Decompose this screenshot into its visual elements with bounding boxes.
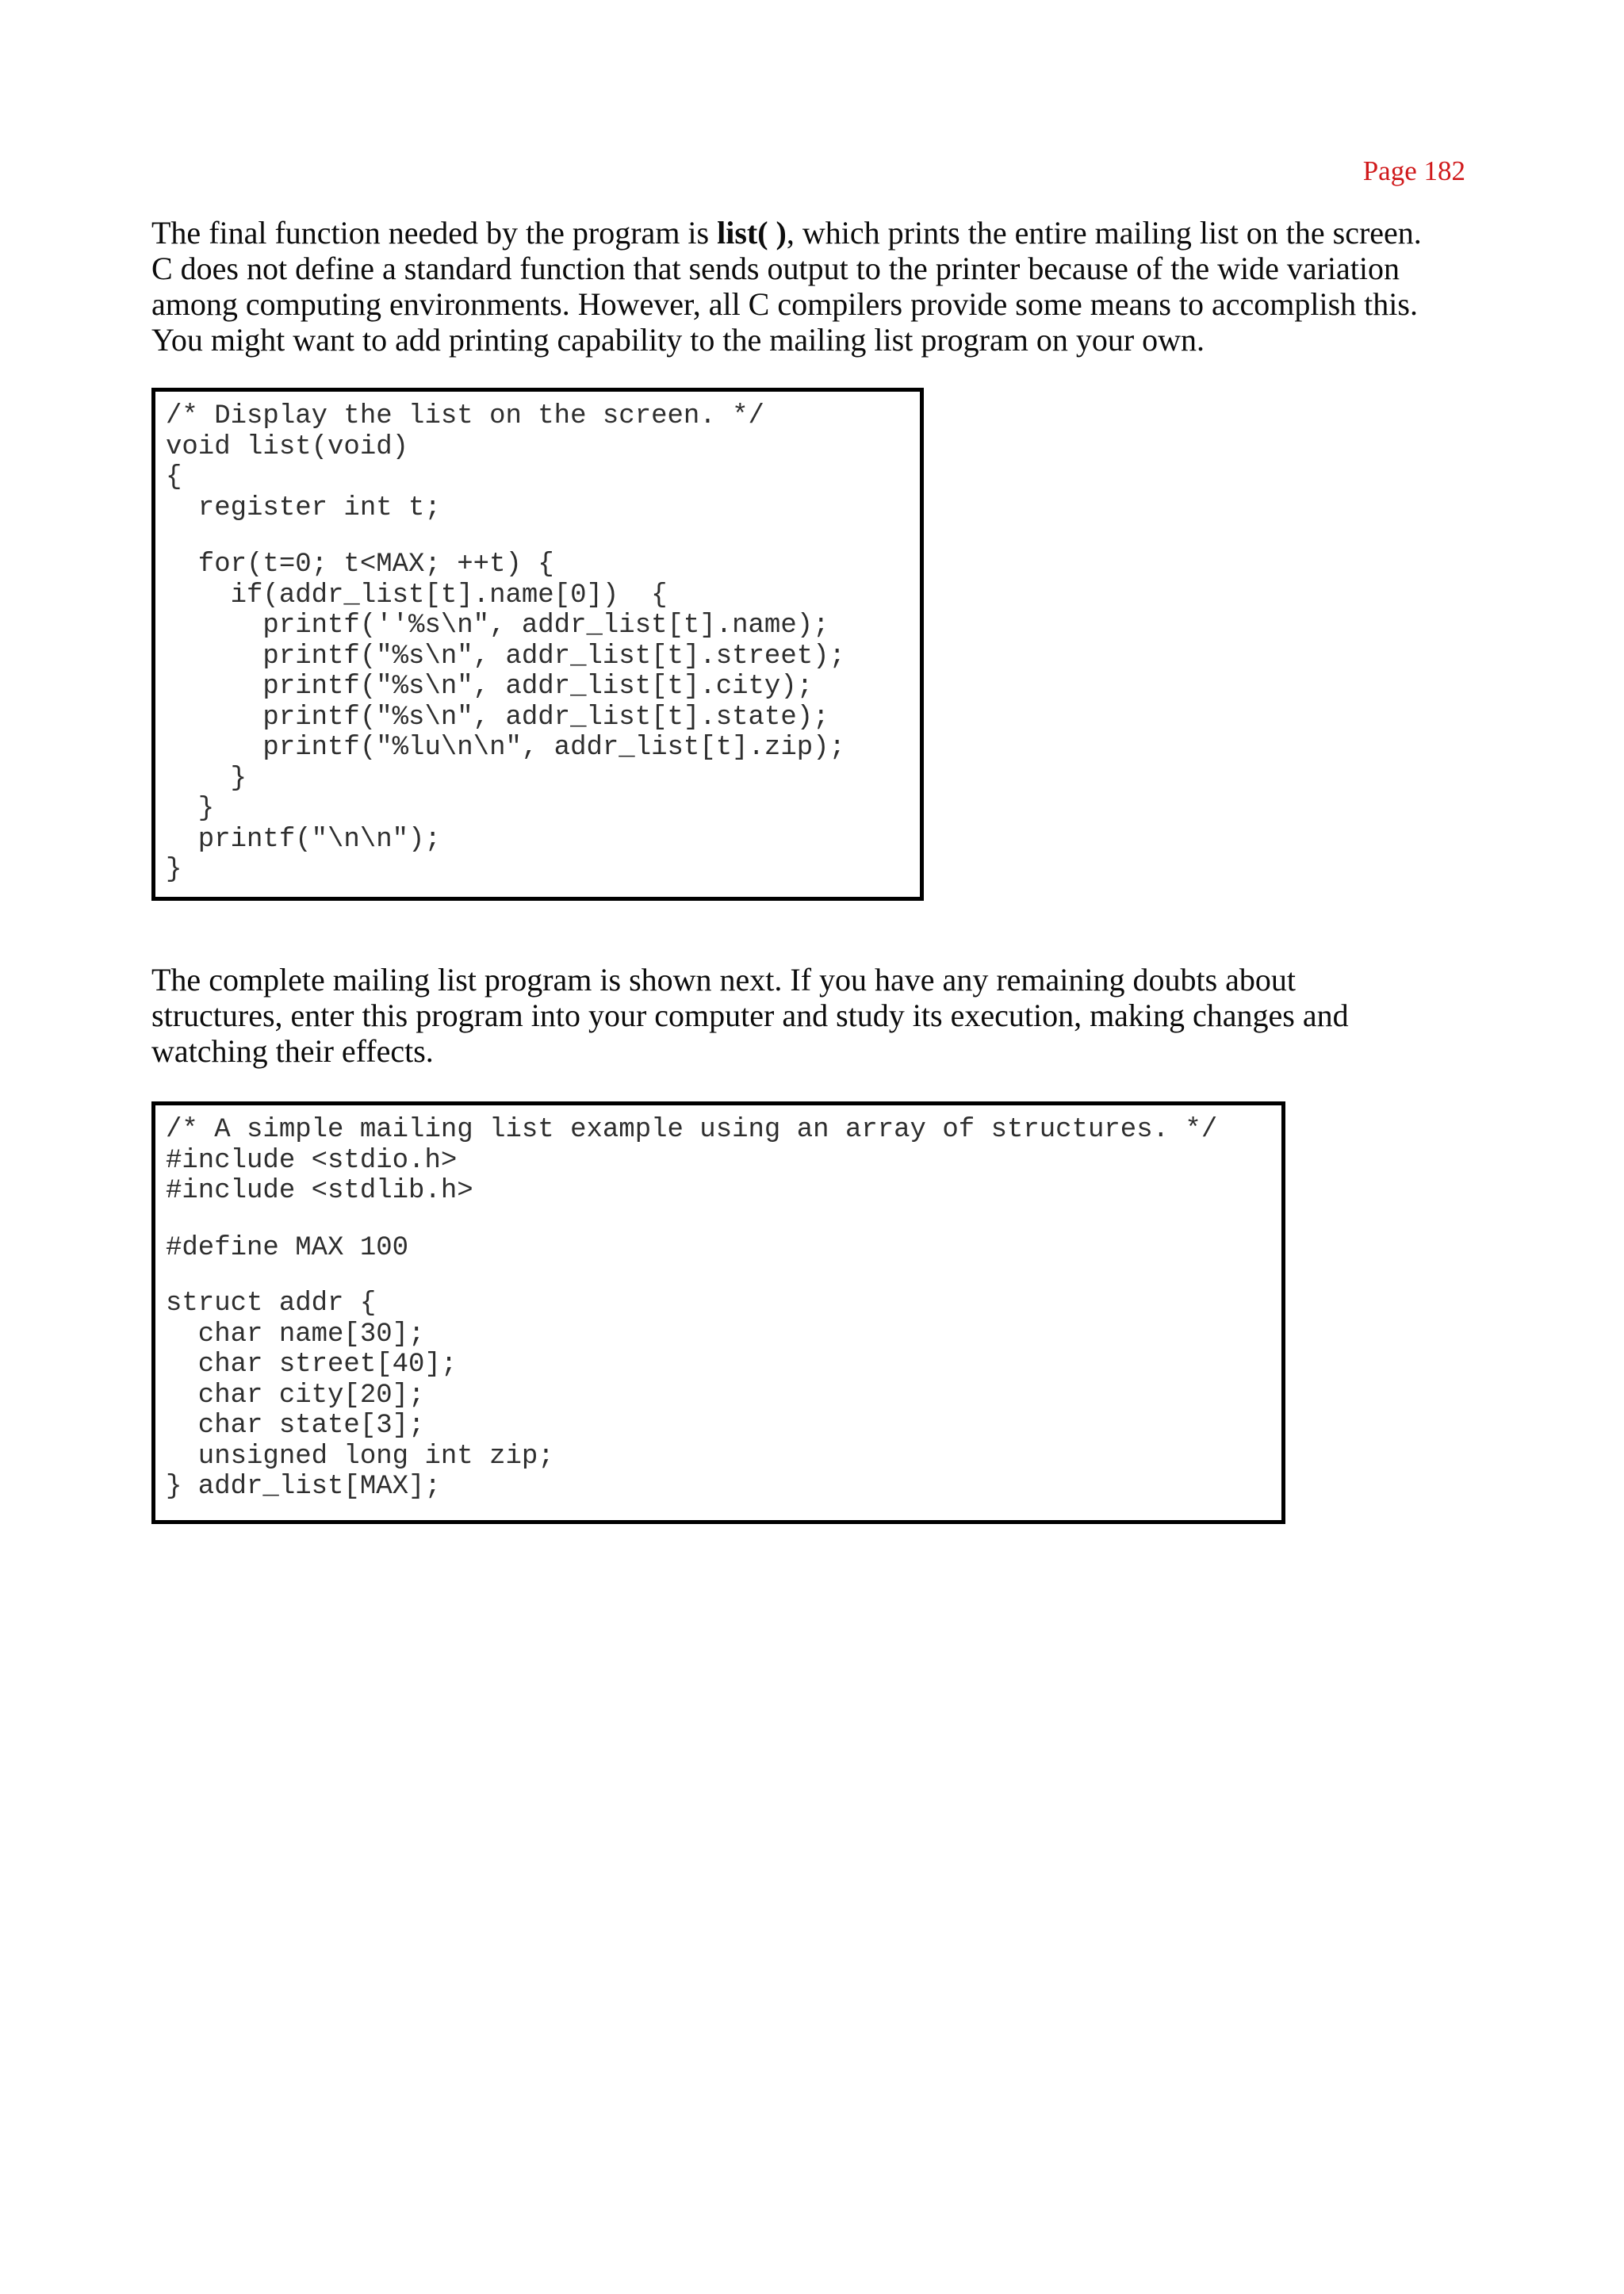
page-number: Page 182	[1362, 155, 1465, 186]
paragraph-line	[151, 215, 1484, 251]
paragraph-text: , which prints the entire mailing list on the screen.	[786, 215, 1422, 251]
code-line: }	[166, 794, 215, 824]
code-line: for(t=0; t<MAX; ++t) {	[166, 550, 554, 580]
paragraph-line: among computing environments. However, all C compilers provide some means to accomplish this.	[151, 286, 1418, 322]
paragraph-line: watching their effects.	[151, 1033, 434, 1069]
code-line: #define MAX 100	[166, 1232, 409, 1263]
paragraph-line: You might want to add printing capability to the mailing list program on your own.	[151, 322, 1205, 358]
code-line: /* Display the list on the screen. */	[166, 401, 764, 431]
code-line: } addr_list[MAX];	[166, 1472, 441, 1502]
code-line: #include <stdlib.h>	[166, 1176, 473, 1206]
code-line: printf("%lu\n\n", addr_list[t].zip);	[166, 733, 845, 763]
paragraph-line: structures, enter this program into your computer and study its execution, making changes and	[151, 998, 1349, 1033]
code-line: struct addr {	[166, 1289, 377, 1319]
code-line: printf("\n\n");	[166, 824, 441, 855]
code-line: char state[3];	[166, 1411, 425, 1441]
code-line: }	[166, 855, 182, 885]
code-line: /* A simple mailing list example using an array of structures. */	[166, 1115, 1218, 1145]
code-line: printf("%s\n", addr_list[t].state);	[166, 702, 829, 733]
code-listing-mailing-list	[151, 1101, 1285, 1524]
code-line: register int t;	[166, 492, 441, 523]
code-line: printf("%s\n", addr_list[t].street);	[166, 641, 845, 672]
code-line: printf("%s\n", addr_list[t].city);	[166, 672, 814, 702]
code-line: void list(void)	[166, 431, 409, 462]
code-line: char city[20];	[166, 1380, 425, 1411]
program-intro-paragraph	[151, 962, 1484, 1069]
code-line: {	[166, 462, 182, 492]
code-line: unsigned long int zip;	[166, 1441, 554, 1472]
intro-paragraph	[151, 215, 1484, 358]
code-line: if(addr_list[t].name[0]) {	[166, 580, 668, 611]
code-line: char street[40];	[166, 1350, 458, 1380]
code-line: }	[166, 763, 247, 794]
code-line: #include <stdio.h>	[166, 1145, 458, 1176]
code-line: char name[30];	[166, 1319, 425, 1350]
paragraph-text: The final function needed by the program is	[151, 215, 718, 251]
paragraph-line: C does not define a standard function that sends output to the printer because of the wide variation	[151, 251, 1400, 286]
code-listing-list-function	[151, 388, 924, 901]
paragraph-line: The complete mailing list program is shown next. If you have any remaining doubts about	[151, 962, 1297, 998]
code-line: printf(''%s\n", addr_list[t].name);	[166, 611, 829, 641]
function-name: list( )	[717, 215, 787, 251]
